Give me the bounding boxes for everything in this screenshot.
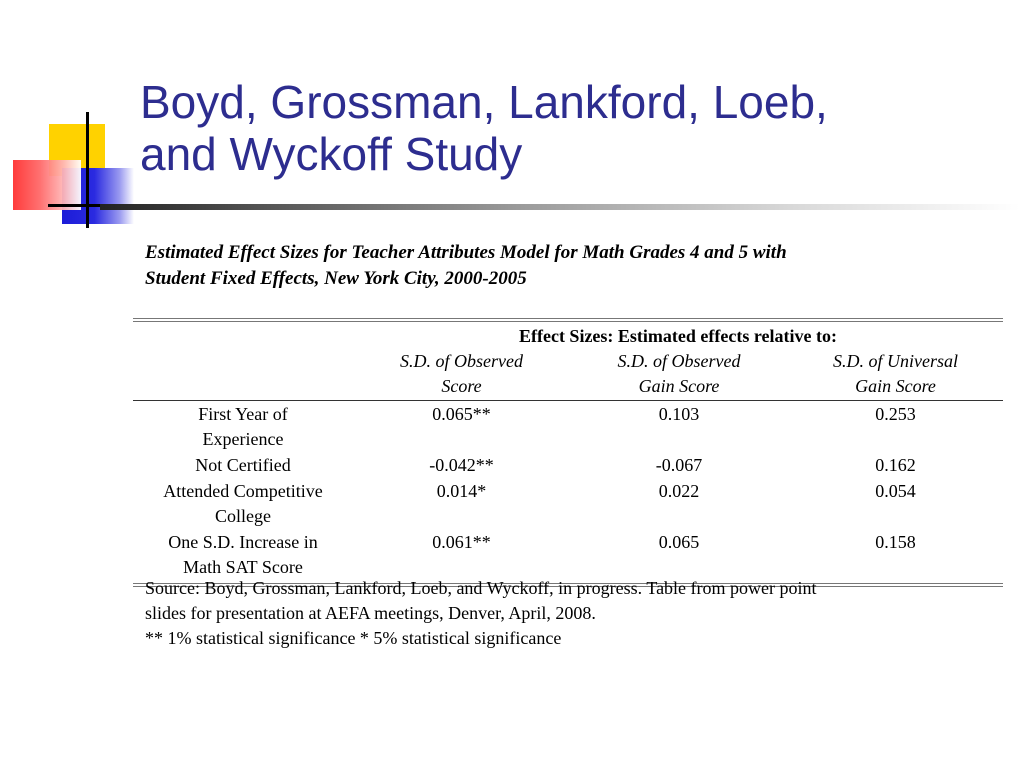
row-label-line-1: One S.D. Increase in	[168, 532, 318, 552]
value-universal-gain: 0.054	[875, 481, 916, 501]
column-header-line-2: Gain Score	[638, 376, 720, 396]
table-caption	[145, 240, 985, 292]
value-observed-score: 0.065**	[432, 404, 491, 424]
row-label	[133, 452, 353, 478]
source-note-line-1: Source: Boyd, Grossman, Lankford, Loeb, and Wyckoff, in progress. Table from power point	[145, 578, 817, 598]
table-corner-cell	[133, 320, 353, 349]
table-caption-line-2: Student Fixed Effects, New York City, 2000-2005	[145, 268, 527, 289]
row-label	[133, 401, 353, 453]
column-header-line-1: S.D. of Observed	[617, 351, 741, 371]
value-universal-gain: 0.253	[875, 404, 916, 424]
table-row	[133, 452, 1003, 478]
row-label	[133, 478, 353, 529]
table-caption-line-1: Estimated Effect Sizes for Teacher Attributes Model for Math Grades 4 and 5 with	[145, 242, 787, 263]
column-header-line-1: S.D. of Observed	[400, 351, 523, 371]
group-header: Effect Sizes: Estimated effects relative to:	[353, 320, 1003, 349]
slide-title-line-2: and Wyckoff Study	[140, 128, 523, 180]
slide-title	[140, 76, 1000, 180]
row-label-header	[133, 349, 353, 401]
column-header-observed-score	[353, 349, 570, 401]
column-header-line-2: Score	[441, 376, 482, 396]
value-observed-gain: 0.065	[570, 529, 788, 585]
row-label-line-1: First Year of	[198, 404, 288, 424]
column-header-observed-gain	[570, 349, 788, 401]
table-row	[133, 478, 1003, 529]
significance-note: ** 1% statistical significance * 5% statistical significance	[145, 628, 562, 648]
value-observed-score: 0.014*	[436, 481, 487, 501]
effect-sizes-table	[133, 318, 1003, 587]
value-observed-score: -0.042**	[429, 455, 494, 475]
column-header-line-2: Gain Score	[855, 376, 936, 396]
value-observed-score: 0.061**	[353, 529, 570, 585]
decor-vertical-line	[86, 112, 89, 228]
row-label-line-1: Not Certified	[195, 455, 291, 475]
value-universal-gain: 0.162	[875, 455, 916, 475]
row-label-line-1: Attended Competitive	[163, 481, 323, 501]
decor-red-square	[13, 160, 81, 210]
row-label-line-2: Math SAT Score	[183, 557, 303, 577]
column-header-universal-gain	[788, 349, 1003, 401]
value-universal-gain: 0.158	[788, 529, 1003, 585]
source-note-line-2: slides for presentation at AEFA meetings, Denver, April, 2008.	[145, 603, 596, 623]
value-observed-gain: 0.103	[658, 404, 700, 424]
value-observed-gain: 0.022	[658, 481, 700, 501]
title-divider	[100, 204, 1020, 210]
value-observed-gain: -0.067	[655, 455, 703, 475]
table-row	[133, 401, 1003, 453]
source-note	[145, 576, 1005, 651]
column-header-line-1: S.D. of Universal	[833, 351, 958, 371]
row-label-line-2: Experience	[202, 429, 284, 449]
row-label-line-2: College	[215, 506, 271, 526]
slide-title-line-1: Boyd, Grossman, Lankford, Loeb,	[140, 76, 828, 128]
